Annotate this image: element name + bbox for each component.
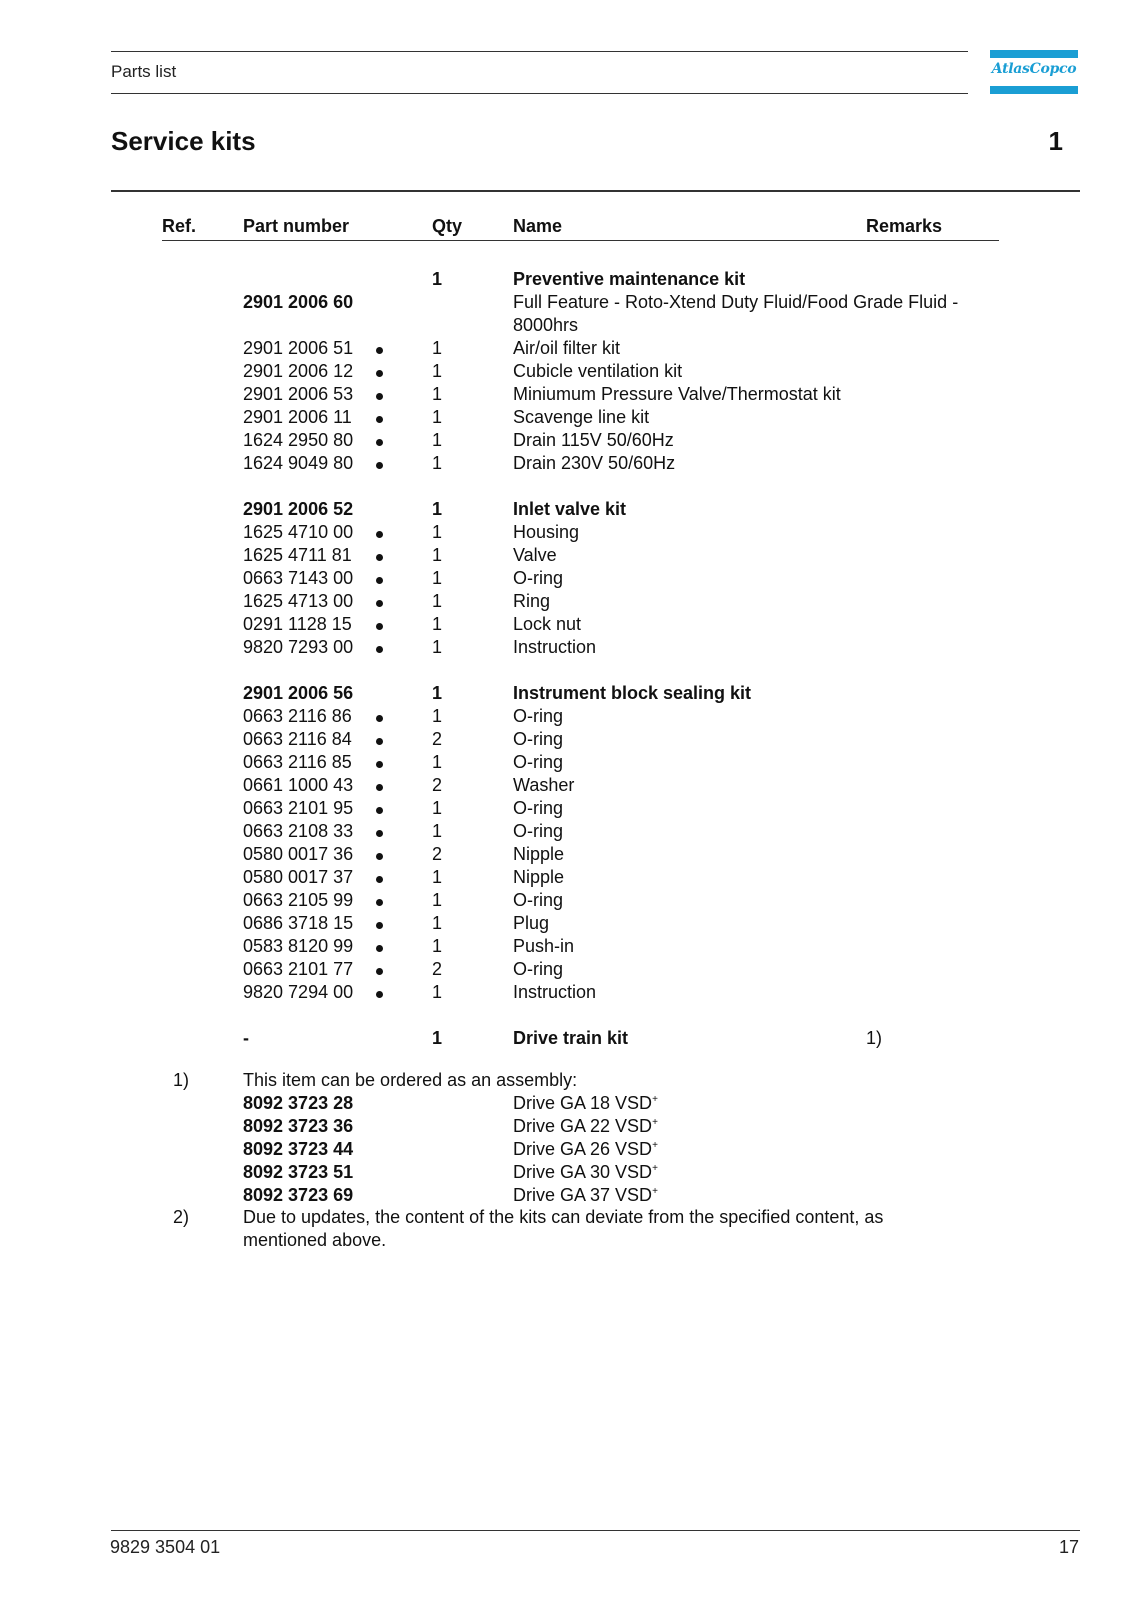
qty-cell: 1 — [432, 1028, 443, 1048]
bullet-icon — [376, 935, 383, 958]
bullet-icon — [376, 820, 383, 843]
name-cell: O-ring — [513, 798, 564, 818]
name-cell: Drain 115V 50/60Hz — [513, 430, 674, 450]
name-cell: Full Feature - Roto-Xtend Duty Fluid/Food Grade Fluid - — [513, 292, 959, 312]
section-number: 1 — [1048, 126, 1063, 156]
table-row — [0, 912, 1131, 935]
logo-text: AtlasCopco — [991, 61, 1077, 77]
name-cell: Ring — [513, 591, 551, 611]
name-cell: 8000hrs — [513, 315, 579, 335]
bullet-dot — [376, 922, 383, 929]
part-number-cell: 0663 2101 77 — [243, 959, 354, 979]
qty-cell: 1 — [432, 430, 443, 450]
name-cell: Scavenge line kit — [513, 407, 650, 427]
qty-cell: 1 — [432, 568, 443, 588]
qty-cell: 2 — [432, 959, 443, 979]
assembly-name: Drive GA 26 VSD — [513, 1139, 653, 1159]
part-number-cell: 2901 2006 60 — [243, 292, 354, 312]
part-number-cell: 0291 1128 15 — [243, 614, 352, 634]
footnote-1-text: This item can be ordered as an assembly: — [243, 1070, 578, 1090]
qty-cell: 1 — [432, 453, 443, 473]
logo-band-bottom — [990, 86, 1078, 94]
bullet-dot — [376, 370, 383, 377]
part-number-cell: - — [243, 1028, 249, 1048]
col-header-name: Name — [513, 216, 563, 236]
footnote-2-line1: Due to updates, the content of the kits can deviate from the specified content, as — [243, 1207, 884, 1227]
table-row — [0, 1027, 1131, 1050]
table-row — [0, 682, 1131, 705]
table-row — [0, 406, 1131, 429]
part-number-cell: 0686 3718 15 — [243, 913, 354, 933]
name-cell: Instruction — [513, 637, 597, 657]
bullet-icon — [376, 383, 383, 406]
name-cell: Drain 230V 50/60Hz — [513, 453, 676, 473]
part-number-cell: 1624 9049 80 — [243, 453, 354, 473]
qty-cell: 1 — [432, 545, 443, 565]
name-cell: Valve — [513, 545, 557, 565]
part-number-cell: 2901 2006 51 — [243, 338, 354, 358]
bullet-dot — [376, 554, 383, 561]
assembly-row — [0, 1184, 1131, 1207]
table-row — [0, 544, 1131, 567]
bullet-dot — [376, 715, 383, 722]
table-row — [0, 843, 1131, 866]
qty-cell: 1 — [432, 499, 443, 519]
table-row — [0, 383, 1131, 406]
qty-cell: 2 — [432, 844, 443, 864]
bullet-icon — [376, 774, 383, 797]
name-cell: Plug — [513, 913, 550, 933]
bullet-dot — [376, 830, 383, 837]
bullet-icon — [376, 429, 383, 452]
part-number-cell: 1625 4710 00 — [243, 522, 354, 542]
name-cell: O-ring — [513, 752, 564, 772]
assembly-part-number: 8092 3723 44 — [243, 1139, 354, 1159]
name-cell: Nipple — [513, 844, 565, 864]
bullet-icon — [376, 452, 383, 475]
bullet-dot — [376, 876, 383, 883]
assembly-name-cell — [513, 1092, 658, 1115]
qty-cell: 1 — [432, 821, 443, 841]
part-number-cell: 0663 2116 85 — [243, 752, 352, 772]
qty-cell: 1 — [432, 637, 443, 657]
qty-cell: 1 — [432, 361, 443, 381]
bullet-dot — [376, 784, 383, 791]
table-row — [0, 429, 1131, 452]
bullet-dot — [376, 439, 383, 446]
table-row — [0, 958, 1131, 981]
part-number-cell: 0663 2108 33 — [243, 821, 354, 841]
assembly-name: Drive GA 30 VSD — [513, 1162, 653, 1182]
remarks-cell: 1) — [866, 1028, 883, 1048]
bullet-icon — [376, 544, 383, 567]
table-row — [0, 705, 1131, 728]
bullet-dot — [376, 899, 383, 906]
qty-cell: 2 — [432, 729, 443, 749]
qty-cell: 1 — [432, 982, 443, 1002]
bullet-icon — [376, 613, 383, 636]
qty-cell: 1 — [432, 407, 443, 427]
assembly-part-number: 8092 3723 69 — [243, 1185, 354, 1205]
part-number-cell: 1625 4713 00 — [243, 591, 354, 611]
bullet-dot — [376, 807, 383, 814]
name-cell: Housing — [513, 522, 580, 542]
bullet-dot — [376, 853, 383, 860]
table-row — [0, 590, 1131, 613]
name-cell: O-ring — [513, 568, 564, 588]
assembly-name-superscript: + — [652, 1094, 658, 1105]
assembly-name: Drive GA 22 VSD — [513, 1116, 653, 1136]
footer-rule — [111, 1530, 1080, 1531]
qty-cell: 1 — [432, 936, 443, 956]
part-number-cell: 2901 2006 56 — [243, 683, 354, 703]
table-row — [0, 636, 1131, 659]
footnote-2-line2: mentioned above. — [243, 1230, 387, 1250]
bullet-icon — [376, 567, 383, 590]
assembly-name: Drive GA 18 VSD — [513, 1093, 653, 1113]
table-row — [0, 613, 1131, 636]
part-number-cell: 0663 2116 86 — [243, 706, 352, 726]
section-rule — [111, 190, 1080, 192]
name-cell: O-ring — [513, 706, 564, 726]
name-cell: Miniumum Pressure Valve/Thermostat kit — [513, 384, 841, 404]
bullet-icon — [376, 797, 383, 820]
bullet-dot — [376, 991, 383, 998]
bullet-dot — [376, 462, 383, 469]
qty-cell: 1 — [432, 913, 443, 933]
footnote-1-label: 1) — [173, 1070, 190, 1090]
table-row — [0, 820, 1131, 843]
name-cell: Cubicle ventilation kit — [513, 361, 683, 381]
bullet-dot — [376, 646, 383, 653]
bullet-dot — [376, 945, 383, 952]
assembly-part-number: 8092 3723 36 — [243, 1116, 354, 1136]
part-number-cell: 0663 2116 84 — [243, 729, 352, 749]
table-row — [0, 751, 1131, 774]
part-number-cell: 0663 2101 95 — [243, 798, 354, 818]
name-cell: Push-in — [513, 936, 575, 956]
name-cell: O-ring — [513, 729, 564, 749]
bullet-icon — [376, 751, 383, 774]
assembly-row — [0, 1092, 1131, 1115]
qty-cell: 1 — [432, 752, 443, 772]
assembly-row — [0, 1115, 1131, 1138]
assembly-name-cell — [513, 1161, 658, 1184]
bullet-dot — [376, 347, 383, 354]
footer-page-number: 17 — [1058, 1537, 1079, 1557]
footnote-2-label: 2) — [173, 1207, 190, 1227]
qty-cell: 2 — [432, 775, 443, 795]
part-number-cell: 1625 4711 81 — [243, 545, 352, 565]
bullet-icon — [376, 521, 383, 544]
table-row — [0, 774, 1131, 797]
bullet-icon — [376, 337, 383, 360]
part-number-cell: 0583 8120 99 — [243, 936, 354, 956]
bullet-icon — [376, 843, 383, 866]
name-cell: Drive train kit — [513, 1028, 629, 1048]
bullet-icon — [376, 912, 383, 935]
qty-cell: 1 — [432, 384, 443, 404]
part-number-cell: 2901 2006 52 — [243, 499, 354, 519]
table-row — [0, 498, 1131, 521]
name-cell: Washer — [513, 775, 575, 795]
atlas-copco-logo — [990, 50, 1078, 94]
part-number-cell: 2901 2006 11 — [243, 407, 352, 427]
header-title: Parts list — [111, 62, 177, 81]
bullet-icon — [376, 636, 383, 659]
header-rule-bottom — [111, 93, 968, 94]
assembly-name-superscript: + — [652, 1117, 658, 1128]
bullet-dot — [376, 600, 383, 607]
table-row — [0, 866, 1131, 889]
qty-cell: 1 — [432, 522, 443, 542]
qty-cell: 1 — [432, 798, 443, 818]
part-number-cell: 0663 7143 00 — [243, 568, 354, 588]
table-row — [0, 314, 1131, 337]
bullet-icon — [376, 981, 383, 1004]
table-row — [0, 567, 1131, 590]
table-row — [0, 935, 1131, 958]
qty-cell: 1 — [432, 890, 443, 910]
qty-cell: 1 — [432, 614, 443, 634]
assembly-name-superscript: + — [652, 1163, 658, 1174]
col-header-remarks: Remarks — [866, 216, 943, 236]
table-row — [0, 728, 1131, 751]
name-cell: Instruction — [513, 982, 597, 1002]
bullet-dot — [376, 761, 383, 768]
section-title: Service kits — [111, 126, 256, 156]
table-row — [0, 889, 1131, 912]
assembly-row — [0, 1161, 1131, 1184]
part-number-cell: 9820 7293 00 — [243, 637, 354, 657]
bullet-dot — [376, 531, 383, 538]
qty-cell: 1 — [432, 683, 443, 703]
bullet-icon — [376, 590, 383, 613]
footer-doc-number: 9829 3504 01 — [110, 1537, 221, 1557]
assembly-part-number: 8092 3723 28 — [243, 1093, 354, 1113]
assembly-row — [0, 1138, 1131, 1161]
bullet-icon — [376, 866, 383, 889]
qty-cell: 1 — [432, 591, 443, 611]
name-cell: O-ring — [513, 821, 564, 841]
part-number-cell: 0663 2105 99 — [243, 890, 354, 910]
name-cell: Lock nut — [513, 614, 582, 634]
bullet-dot — [376, 738, 383, 745]
bullet-dot — [376, 623, 383, 630]
bullet-icon — [376, 958, 383, 981]
part-number-cell: 9820 7294 00 — [243, 982, 354, 1002]
qty-cell: 1 — [432, 269, 443, 289]
bullet-dot — [376, 577, 383, 584]
bullet-icon — [376, 728, 383, 751]
bullet-dot — [376, 416, 383, 423]
col-header-part-number: Part number — [243, 216, 350, 236]
name-cell: Inlet valve kit — [513, 499, 627, 519]
table-row — [0, 268, 1131, 291]
logo-band-top — [990, 50, 1078, 58]
part-number-cell: 2901 2006 53 — [243, 384, 354, 404]
bullet-icon — [376, 705, 383, 728]
header-rule-top — [111, 51, 968, 52]
table-row — [0, 452, 1131, 475]
qty-cell: 1 — [432, 706, 443, 726]
assembly-name-cell — [513, 1138, 658, 1161]
assembly-name-superscript: + — [652, 1186, 658, 1197]
table-row — [0, 521, 1131, 544]
assembly-part-number: 8092 3723 51 — [243, 1162, 354, 1182]
qty-cell: 1 — [432, 867, 443, 887]
bullet-icon — [376, 889, 383, 912]
name-cell: Preventive maintenance kit — [513, 269, 746, 289]
table-row — [0, 360, 1131, 383]
table-row — [0, 797, 1131, 820]
assembly-name-cell — [513, 1184, 658, 1207]
part-number-cell: 0580 0017 36 — [243, 844, 354, 864]
table-header-rule — [162, 240, 999, 241]
bullet-icon — [376, 360, 383, 383]
bullet-icon — [376, 406, 383, 429]
table-row — [0, 337, 1131, 360]
part-number-cell: 0580 0017 37 — [243, 867, 354, 887]
qty-cell: 1 — [432, 338, 443, 358]
table-row — [0, 981, 1131, 1004]
col-header-ref: Ref. — [162, 216, 197, 236]
part-number-cell: 1624 2950 80 — [243, 430, 354, 450]
name-cell: O-ring — [513, 959, 564, 979]
bullet-dot — [376, 393, 383, 400]
name-cell: Nipple — [513, 867, 565, 887]
col-header-qty: Qty — [432, 216, 463, 236]
name-cell: O-ring — [513, 890, 564, 910]
bullet-dot — [376, 968, 383, 975]
assembly-name-cell — [513, 1115, 658, 1138]
part-number-cell: 0661 1000 43 — [243, 775, 354, 795]
name-cell: Instrument block sealing kit — [513, 683, 752, 703]
assembly-name: Drive GA 37 VSD — [513, 1185, 653, 1205]
part-number-cell: 2901 2006 12 — [243, 361, 354, 381]
name-cell: Air/oil filter kit — [513, 338, 621, 358]
assembly-name-superscript: + — [652, 1140, 658, 1151]
table-row — [0, 291, 1131, 314]
